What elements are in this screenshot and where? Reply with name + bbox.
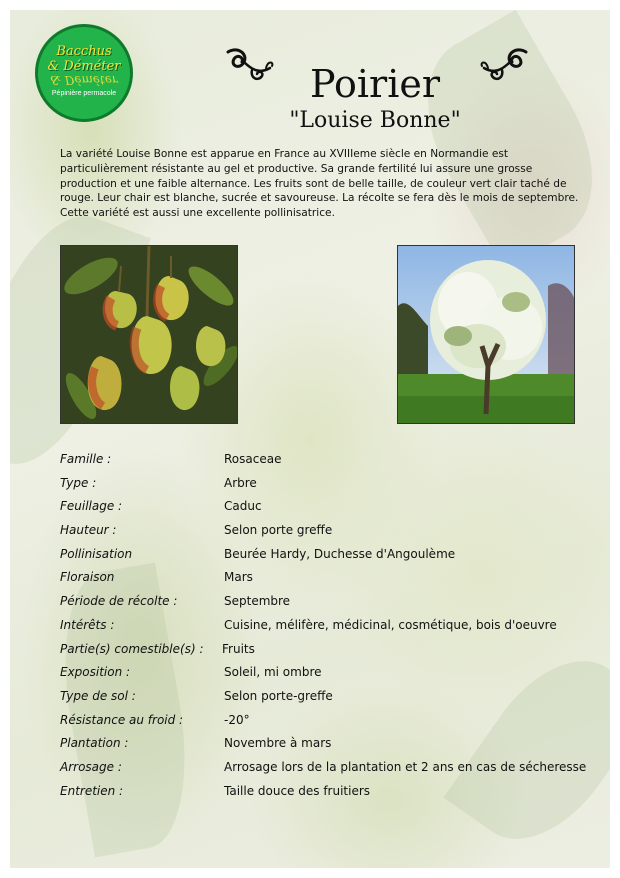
property-value: Selon porte greffe — [224, 523, 333, 538]
logo-line-3: & Déméter — [50, 73, 118, 87]
fact-sheet-page — [10, 10, 610, 868]
property-value: Cuisine, mélifère, médicinal, cosmétique, bois d'oeuvre — [224, 617, 557, 632]
property-value: Arbre — [224, 475, 257, 490]
property-row — [60, 756, 590, 780]
property-row — [60, 661, 590, 685]
page-title: Poirier — [309, 62, 441, 106]
property-label: Famille : — [60, 452, 112, 466]
property-row — [60, 780, 590, 804]
property-label: Hauteur : — [60, 523, 117, 538]
property-value: Arrosage lors de la plantation et 2 ans en cas de sécheresse — [224, 759, 587, 774]
property-label: Plantation : — [60, 736, 129, 751]
property-row — [60, 709, 590, 733]
property-row — [60, 495, 590, 519]
property-label: Type : — [60, 475, 97, 490]
property-value: Mars — [224, 570, 253, 585]
property-label: Exposition : — [60, 665, 131, 680]
property-value: Selon porte-greffe — [224, 688, 333, 703]
property-value: Septembre — [224, 594, 291, 609]
properties-list — [60, 448, 590, 803]
description — [60, 147, 580, 221]
property-value: Soleil, mi ombre — [224, 665, 322, 680]
property-row — [60, 448, 590, 472]
property-label: Arrosage : — [60, 759, 122, 774]
property-label: Partie(s) comestible(s) : — [60, 641, 204, 656]
property-row — [60, 519, 590, 543]
property-label: Intérêts : — [60, 617, 115, 632]
property-row — [60, 685, 590, 709]
property-label: Feuillage : — [60, 499, 123, 514]
property-label: Résistance au froid : — [60, 712, 184, 727]
pears-photo — [60, 245, 238, 424]
property-label: Entretien : — [60, 783, 124, 798]
property-value: Fruits — [222, 641, 255, 656]
logo-line-1: Bacchus — [56, 44, 112, 59]
property-value: -20° — [224, 712, 250, 727]
logo-line-2: & Déméter — [47, 59, 121, 74]
description-paragraph: La variété Louise Bonne est apparue en France au XVIIIeme siècle en Normandie est particulièrement résistante au gel et productive. Sa grande fertilité lui assure une grosse production et une faible alternance. Les fruits sont de belle taille, de couleur vert clair taché de rouge. Leur chair est blanche, sucrée et savoureuse. La récolte se fera dès le mois de septembre. — [60, 148, 579, 205]
property-row — [60, 543, 590, 567]
variety-name: "Louise Bonne" — [289, 108, 461, 133]
property-row — [60, 614, 590, 638]
property-value: Novembre à mars — [224, 736, 332, 751]
property-row — [60, 566, 590, 590]
logo-tagline: Pépinière permacole — [51, 90, 117, 97]
nursery-logo — [35, 24, 133, 122]
property-row — [60, 590, 590, 614]
property-value: Rosaceae — [224, 452, 282, 466]
property-label: Type de sol : — [60, 688, 136, 703]
property-value: Taille douce des fruitiers — [224, 783, 371, 798]
description-paragraph: Cette variété est aussi une excellente pollinisatrice. — [60, 207, 335, 220]
tree-photo — [397, 245, 575, 424]
property-label: Floraison — [60, 570, 115, 585]
property-label: Période de récolte : — [60, 594, 178, 609]
property-row — [60, 472, 590, 496]
property-row — [60, 732, 590, 756]
property-row — [60, 638, 590, 662]
property-value: Caduc — [224, 499, 262, 514]
property-label: Pollinisation — [60, 546, 133, 561]
property-value: Beurée Hardy, Duchesse d'Angoulème — [224, 546, 456, 561]
